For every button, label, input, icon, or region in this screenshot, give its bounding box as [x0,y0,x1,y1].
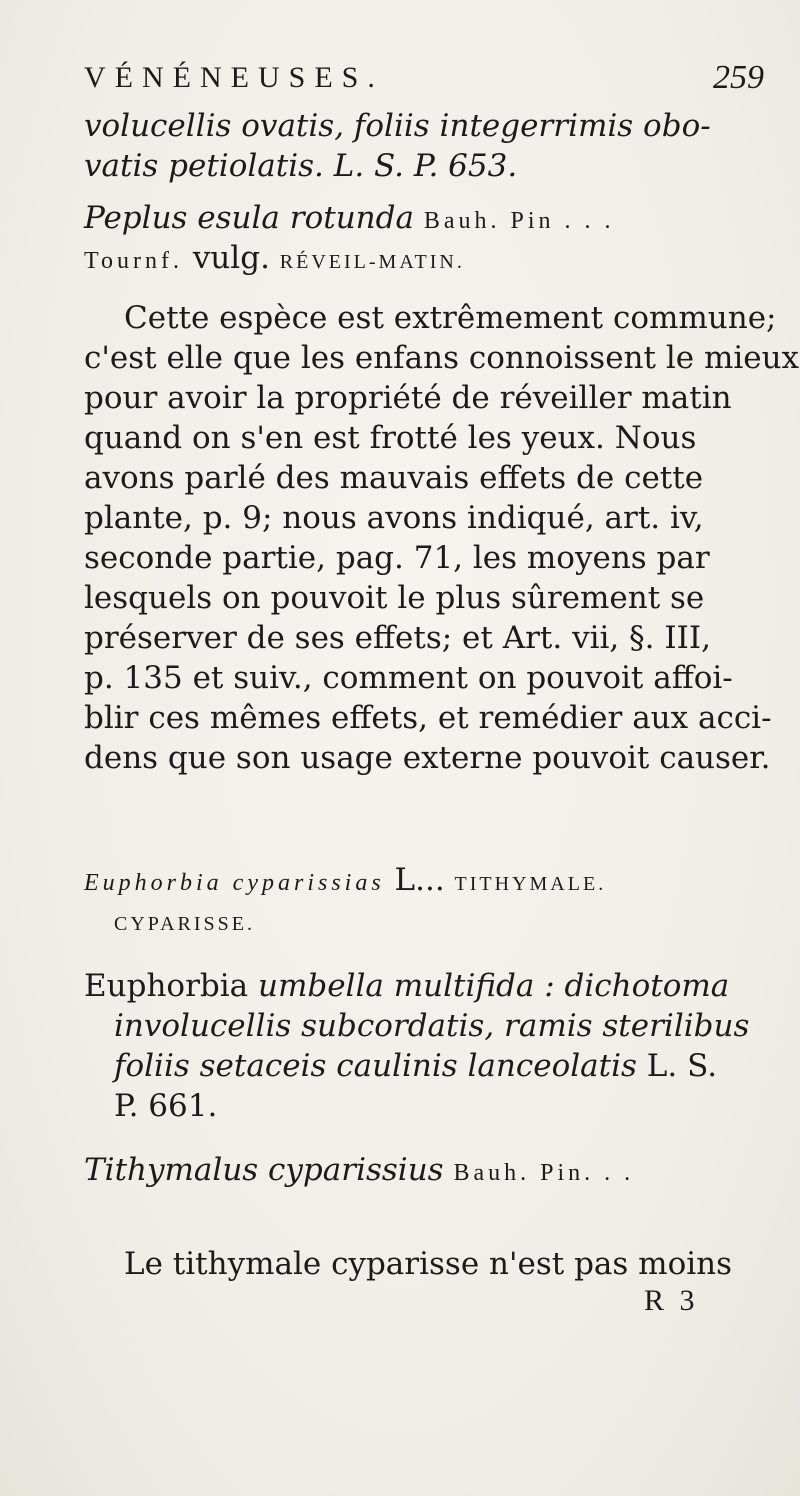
reference: L. S. [646,1048,718,1084]
synonym-author: Bauh. Pin. . . [453,1160,635,1186]
synonym-peplus [84,198,764,278]
text-line: plante, p. 9; nous avons indiqué, art. iv, [84,500,704,536]
text-line: préserver de ses effets; et Art. vii, §. III, [84,620,711,656]
synonym-author: Bauh. Pin . . . [423,208,615,234]
text-line: involucellis subcordatis, ramis sterilibus [114,1008,750,1044]
description-italic: foliis setaceis caulinis lanceolatis [114,1048,637,1084]
vulg-name: RÉVEIL-MATIN. [279,251,465,273]
description-italic: umbella multifida : dichotoma [258,968,730,1004]
synonym-name: Peplus esula rotunda [84,200,414,236]
synonym-author-2: Tournf. [84,248,183,274]
text-line: lesquels on pouvoit le plus sûrement se [84,580,705,616]
text-line [84,900,764,940]
text-line: pour avoir la propriété de réveiller matin [84,380,732,416]
heading-euphorbia-cyparissias [84,860,764,940]
vernacular-name-2: CYPARISSE. [114,913,255,935]
text-line [84,966,764,1006]
text-line: avons parlé des mauvais effets de cette [84,460,704,496]
text-line: P. 661. [114,1088,218,1124]
synonym-tithymalus [84,1150,764,1190]
text-line: quand on s'en est frotté les yeux. Nous [84,420,697,456]
text-line [84,238,764,278]
genus-name: Euphorbia [84,968,249,1004]
text-line [84,1046,764,1086]
text-line: p. 135 et suiv., comment on pouvoit affoi- [84,660,733,696]
text-line: Cette espèce est extrêmement commune; [124,300,777,336]
vulg-label: vulg. [192,240,270,276]
text-line [84,1150,764,1190]
text-line: Le tithymale cyparisse n'est pas moins [124,1246,733,1282]
text-line [84,860,764,900]
signature-mark: R 3 [644,1284,699,1317]
species-name: Euphorbia cyparissias [84,870,385,896]
page-header [84,58,764,98]
text-line: dens que son usage externe pouvoit causer. [84,740,771,776]
running-head: VÉNÉNEUSES. [84,61,384,94]
text-line: seconde partie, pag. 71, les moyens par [84,540,710,576]
text-line [84,146,764,186]
paragraph-tithymale [84,1244,764,1284]
description-euphorbia [84,966,764,1126]
species-author: L... [394,862,445,898]
text-line [84,198,764,238]
continuation-text [84,106,764,186]
text-line: blir ces mêmes effets, et remédier aux acci- [84,700,772,736]
page-number: 259 [713,59,764,96]
synonym-name: Tithymalus cyparissius [84,1152,444,1188]
text-line: c'est elle que les enfans connoissent le mieux [84,340,800,376]
vernacular-name: TITHYMALE. [454,873,607,895]
text-fragment: vatis petiolatis. L. S. P. 653. [84,148,518,184]
paragraph-reveil-matin [84,298,800,778]
text-line: volucellis ovatis, foliis integerrimis obo- [84,108,711,144]
